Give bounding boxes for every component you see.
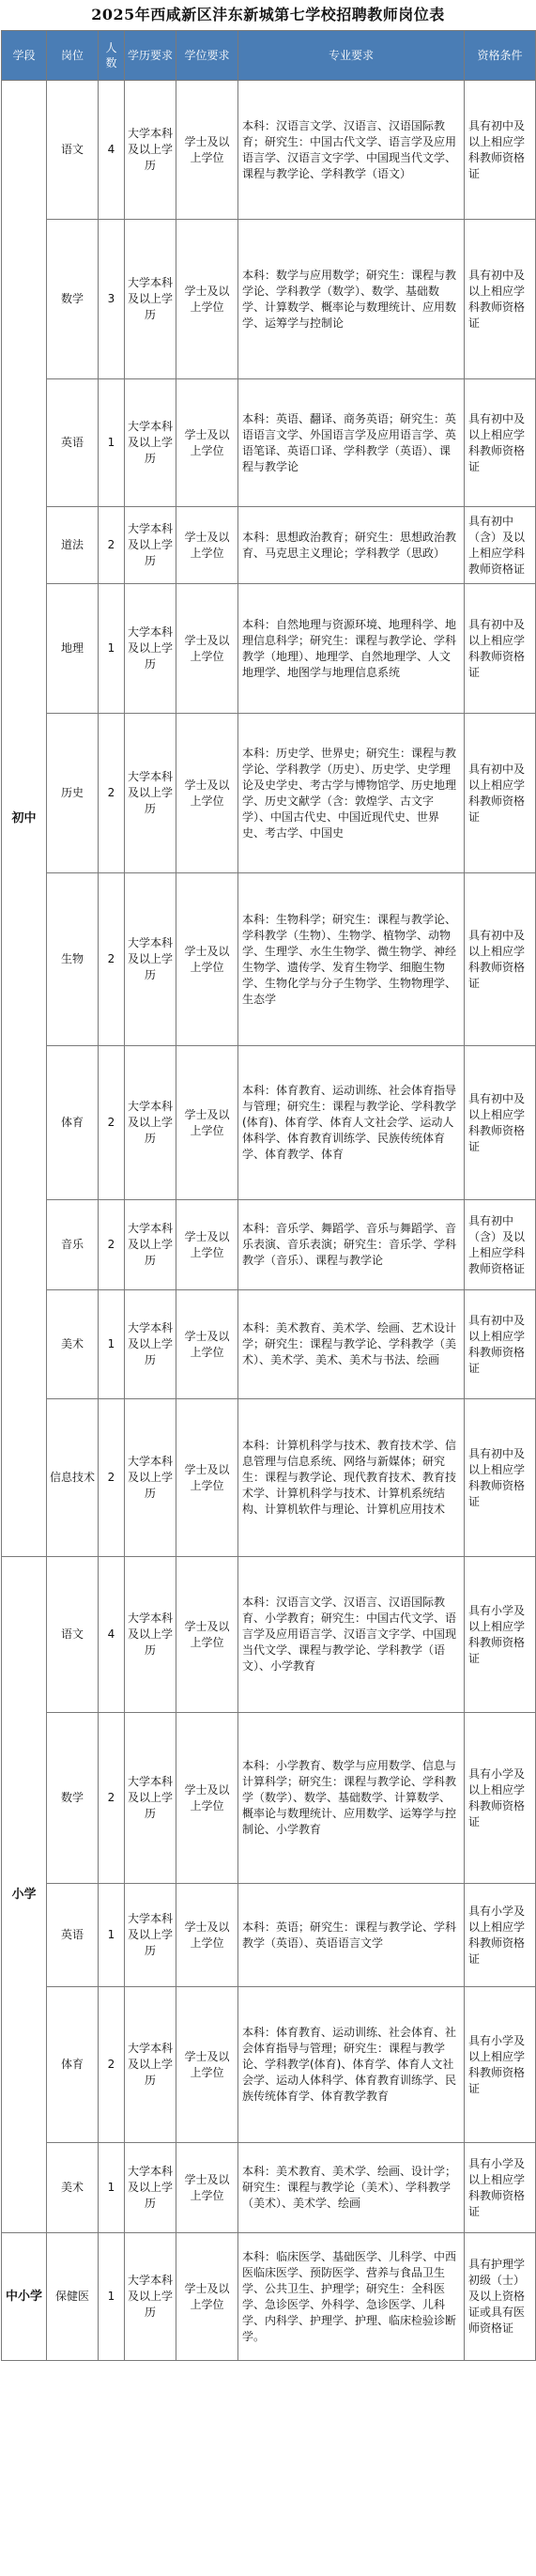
header-qualification: 资格条件: [465, 31, 536, 81]
post-cell: 数学: [47, 1713, 99, 1884]
table-row: [2, 873, 536, 1046]
post-cell: 语文: [47, 81, 99, 220]
post-cell: 道法: [47, 507, 99, 584]
degree-cell: 学士及以上学位: [176, 1987, 238, 2143]
count-cell: 4: [99, 81, 125, 220]
count-cell: 2: [99, 1399, 125, 1557]
degree-cell: 学士及以上学位: [176, 1290, 238, 1399]
qualification-cell: 具有初中及以上相应学科教师资格证: [465, 81, 536, 220]
page-title: 2025年西咸新区沣东新城第七学校招聘教师岗位表: [91, 6, 445, 23]
major-cell: 本科：音乐学、舞蹈学、音乐与舞蹈学、音乐表演、音乐表演；研究生：音乐学、学科教学（音乐）、课程与教学论: [238, 1200, 465, 1290]
table-body: [2, 81, 536, 2361]
education-cell: 大学本科及以上学历: [125, 1290, 176, 1399]
education-cell: 大学本科及以上学历: [125, 584, 176, 714]
header-row: [2, 31, 536, 81]
qualification-cell: 具有初中及以上相应学科教师资格证: [465, 220, 536, 379]
degree-cell: 学士及以上学位: [176, 220, 238, 379]
qualification-cell: 具有小学及以上相应学科教师资格证: [465, 2143, 536, 2233]
table-row: [2, 2233, 536, 2361]
degree-cell: 学士及以上学位: [176, 2143, 238, 2233]
post-cell: 保健医: [47, 2233, 99, 2361]
major-cell: 本科：历史学、世界史；研究生：课程与教学论、学科教学（历史）、历史学、史学理论及史学史、考古学与博物馆学、历史地理学、历史文献学（含：敦煌学、古文字学）、中国古代史、中国近现代史、世界史、考古学、中国史: [238, 714, 465, 873]
post-cell: 生物: [47, 873, 99, 1046]
major-cell: 本科：小学教育、数学与应用数学、信息与计算科学；研究生：课程与教学论、学科教学（数学）、数学、基础数学、计算数学、概率论与数理统计、应用数学、运筹学与控制论、小学教育: [238, 1713, 465, 1884]
degree-cell: 学士及以上学位: [176, 379, 238, 507]
major-cell: 本科：思想政治教育；研究生：思想政治教育、马克思主义理论；学科教学（思政）: [238, 507, 465, 584]
degree-cell: 学士及以上学位: [176, 1046, 238, 1200]
post-cell: 历史: [47, 714, 99, 873]
post-cell: 美术: [47, 2143, 99, 2233]
degree-cell: 学士及以上学位: [176, 1557, 238, 1713]
post-cell: 英语: [47, 1884, 99, 1987]
major-cell: 本科：汉语言文学、汉语言、汉语国际教育；研究生：中国古代文学、语言学及应用语言学、汉语言文字学、中国现当代文学、课程与教学论、学科教学（语文）: [238, 81, 465, 220]
post-cell: 信息技术: [47, 1399, 99, 1557]
header-degree: 学位要求: [176, 31, 238, 81]
major-cell: 本科：计算机科学与技术、教育技术学、信息管理与信息系统、网络与新媒体；研究生：课程与教学论、现代教育技术、教育技术学、计算机科学与技术、计算机系统结构、计算机软件与理论、计算机应用技术: [238, 1399, 465, 1557]
count-cell: 2: [99, 1046, 125, 1200]
major-cell: 本科：美术教育、美术学、绘画、设计学；研究生：课程与教学论（美术）、学科教学（美术）、美术学、绘画: [238, 2143, 465, 2233]
education-cell: 大学本科及以上学历: [125, 1046, 176, 1200]
qualification-cell: 具有初中（含）及以上相应学科教师资格证: [465, 507, 536, 584]
major-cell: 本科：数学与应用数学；研究生：课程与教学论、学科教学（数学）、数学、基础数学、计算数学、概率论与数理统计、应用数学、运筹学与控制论: [238, 220, 465, 379]
segment-cell: 初中: [2, 81, 47, 1557]
major-cell: 本科：体育教育、运动训练、社会体育、社会体育指导与管理；研究生：课程与教学论、学科教学(体育)、体育学、体育人文社会学、运动人体科学、体育教育训练学、民族传统体育学、体育教学教育: [238, 1987, 465, 2143]
qualification-cell: 具有初中及以上相应学科教师资格证: [465, 1046, 536, 1200]
post-cell: 美术: [47, 1290, 99, 1399]
header-count: 人数: [99, 31, 125, 81]
education-cell: 大学本科及以上学历: [125, 714, 176, 873]
count-cell: 1: [99, 1290, 125, 1399]
count-cell: 2: [99, 873, 125, 1046]
count-cell: 3: [99, 220, 125, 379]
table-row: [2, 507, 536, 584]
table-row: [2, 1987, 536, 2143]
header-major: 专业要求: [238, 31, 465, 81]
count-cell: 1: [99, 584, 125, 714]
degree-cell: 学士及以上学位: [176, 1399, 238, 1557]
table-row: [2, 1046, 536, 1200]
education-cell: 大学本科及以上学历: [125, 220, 176, 379]
job-table: [1, 30, 536, 2361]
major-cell: 本科：临床医学、基础医学、儿科学、中西医临床医学、预防医学、营养与食品卫生学、公共卫生、护理学；研究生：全科医学、急诊医学、外科学、急诊医学、儿科学、内科学、护理学、护理、临床检验诊断学。: [238, 2233, 465, 2361]
table-row: [2, 1884, 536, 1987]
table-row: [2, 714, 536, 873]
count-cell: 2: [99, 507, 125, 584]
table-row: [2, 1200, 536, 1290]
qualification-cell: 具有小学及以上相应学科教师资格证: [465, 1713, 536, 1884]
qualification-cell: 具有小学及以上相应学科教师资格证: [465, 1884, 536, 1987]
table-row: [2, 1557, 536, 1713]
count-cell: 2: [99, 1200, 125, 1290]
table-row: [2, 220, 536, 379]
education-cell: 大学本科及以上学历: [125, 873, 176, 1046]
post-cell: 体育: [47, 1046, 99, 1200]
degree-cell: 学士及以上学位: [176, 81, 238, 220]
degree-cell: 学士及以上学位: [176, 714, 238, 873]
education-cell: 大学本科及以上学历: [125, 1987, 176, 2143]
post-cell: 音乐: [47, 1200, 99, 1290]
education-cell: 大学本科及以上学历: [125, 81, 176, 220]
count-cell: 1: [99, 2233, 125, 2361]
qualification-cell: 具有小学及以上相应学科教师资格证: [465, 1987, 536, 2143]
major-cell: 本科：体育教育、运动训练、社会体育指导与管理；研究生：课程与教学论、学科教学(体育)、体育学、体育人文社会学、运动人体科学、体育教育训练学、民族传统体育学、体育教学、体育: [238, 1046, 465, 1200]
qualification-cell: 具有初中及以上相应学科教师资格证: [465, 584, 536, 714]
degree-cell: 学士及以上学位: [176, 507, 238, 584]
post-cell: 英语: [47, 379, 99, 507]
major-cell: 本科：自然地理与资源环境、地理科学、地理信息科学；研究生：课程与教学论、学科教学（地理）、地理学、自然地理学、人文地理学、地图学与地理信息系统: [238, 584, 465, 714]
qualification-cell: 具有初中及以上相应学科教师资格证: [465, 714, 536, 873]
table-row: [2, 2143, 536, 2233]
post-cell: 语文: [47, 1557, 99, 1713]
count-cell: 2: [99, 1713, 125, 1884]
table-row: [2, 81, 536, 220]
education-cell: 大学本科及以上学历: [125, 1713, 176, 1884]
count-cell: 1: [99, 379, 125, 507]
education-cell: 大学本科及以上学历: [125, 2233, 176, 2361]
count-cell: 2: [99, 1987, 125, 2143]
header-education: 学历要求: [125, 31, 176, 81]
post-cell: 数学: [47, 220, 99, 379]
education-cell: 大学本科及以上学历: [125, 1399, 176, 1557]
segment-cell: 中小学: [2, 2233, 47, 2361]
major-cell: 本科：英语；研究生：课程与教学论、学科教学（英语）、英语语言文学: [238, 1884, 465, 1987]
segment-cell: 小学: [2, 1557, 47, 2233]
post-cell: 体育: [47, 1987, 99, 2143]
education-cell: 大学本科及以上学历: [125, 1557, 176, 1713]
education-cell: 大学本科及以上学历: [125, 379, 176, 507]
table-row: [2, 1399, 536, 1557]
count-cell: 4: [99, 1557, 125, 1713]
degree-cell: 学士及以上学位: [176, 1884, 238, 1987]
count-cell: 2: [99, 714, 125, 873]
major-cell: 本科：英语、翻译、商务英语；研究生：英语语言文学、外国语言学及应用语言学、英语笔译、英语口译、学科教学（英语）、课程与教学论: [238, 379, 465, 507]
table-row: [2, 1713, 536, 1884]
table-row: [2, 1290, 536, 1399]
degree-cell: 学士及以上学位: [176, 873, 238, 1046]
education-cell: 大学本科及以上学历: [125, 1200, 176, 1290]
degree-cell: 学士及以上学位: [176, 2233, 238, 2361]
post-cell: 地理: [47, 584, 99, 714]
qualification-cell: 具有初中及以上相应学科教师资格证: [465, 873, 536, 1046]
education-cell: 大学本科及以上学历: [125, 1884, 176, 1987]
header-post: 岗位: [47, 31, 99, 81]
qualification-cell: 具有初中及以上相应学科教师资格证: [465, 1290, 536, 1399]
major-cell: 本科：美术教育、美术学、绘画、艺术设计学；研究生：课程与教学论、学科教学（美术）、美术学、美术、美术与书法、绘画: [238, 1290, 465, 1399]
degree-cell: 学士及以上学位: [176, 1713, 238, 1884]
education-cell: 大学本科及以上学历: [125, 2143, 176, 2233]
table-row: [2, 379, 536, 507]
qualification-cell: 具有护理学初级（士）及以上资格证或具有医师资格证: [465, 2233, 536, 2361]
degree-cell: 学士及以上学位: [176, 1200, 238, 1290]
header-segment: 学段: [2, 31, 47, 81]
qualification-cell: 具有初中及以上相应学科教师资格证: [465, 1399, 536, 1557]
qualification-cell: 具有初中（含）及以上相应学科教师资格证: [465, 1200, 536, 1290]
count-cell: 1: [99, 1884, 125, 1987]
count-cell: 1: [99, 2143, 125, 2233]
education-cell: 大学本科及以上学历: [125, 507, 176, 584]
major-cell: 本科：汉语言文学、汉语言、汉语国际教育、小学教育；研究生：中国古代文学、语言学及应用语言学、汉语言文字学、中国现当代文学、课程与教学论、学科教学（语文）、小学教育: [238, 1557, 465, 1713]
qualification-cell: 具有小学及以上相应学科教师资格证: [465, 1557, 536, 1713]
table-row: [2, 584, 536, 714]
degree-cell: 学士及以上学位: [176, 584, 238, 714]
qualification-cell: 具有初中及以上相应学科教师资格证: [465, 379, 536, 507]
major-cell: 本科：生物科学；研究生：课程与教学论、学科教学（生物）、生物学、植物学、动物学、生理学、水生生物学、微生物学、神经生物学、遗传学、发育生物学、细胞生物学、生物化学与分子生物学、生物物理学、生态学: [238, 873, 465, 1046]
